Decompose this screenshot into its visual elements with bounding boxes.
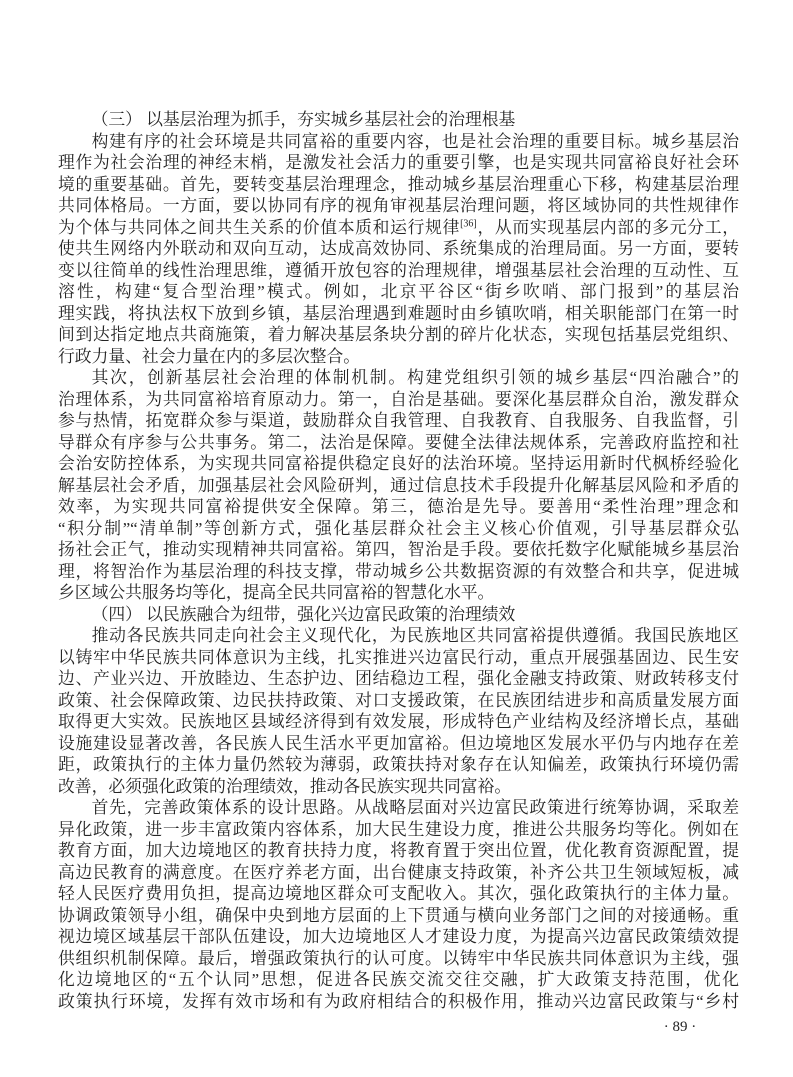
- text-line: [58, 840, 739, 862]
- paragraph-grassroots-governance: [58, 131, 739, 368]
- text-segment: 溶性，构建“复合型治理”模式。例如，北京平谷区“街乡吹哨、部门报到”的基层治: [58, 282, 739, 301]
- text-line: [58, 819, 739, 841]
- text-line: [58, 582, 739, 604]
- text-segment: （四） 以民族融合为纽带，强化兴边富民政策的治理绩效: [91, 604, 516, 624]
- text-segment: 行政力量、社会力量在内的多层次整合。: [58, 346, 361, 366]
- text-line: [58, 217, 739, 239]
- section-heading-3: [58, 109, 739, 131]
- text-segment: 教育方面，加大边境地区的教育扶持力度，将教育置于突出位置，优化教育资源配置，提: [58, 841, 739, 860]
- text-line: [58, 389, 739, 411]
- text-segment: 理作为社会治理的神经末梢，是激发社会活力的重要引擎，也是实现共同富裕良好社会环: [58, 153, 739, 172]
- text-line: [58, 561, 739, 583]
- text-line: [58, 260, 739, 282]
- heading-line: [58, 109, 739, 131]
- text-segment: 为个体与共同体之间共生关系的价值本质和运行规律: [58, 217, 461, 237]
- text-segment: 推动各民族共同走向社会主义现代化，为民族地区共同富裕提供遵循。我国民族地区: [91, 626, 739, 645]
- text-segment: 解基层社会矛盾，加强基层社会风险研判，通过信息技术手段提升化解基层风险和矛盾的: [58, 475, 739, 495]
- text-segment: “积分制”“清单制”等创新方式，强化基层群众社会主义核心价值观，引导基层群众弘: [58, 518, 739, 538]
- text-segment: 改善，必须强化政策的治理绩效，推动各民族实现共同富裕。: [58, 776, 512, 796]
- text-line: [58, 539, 739, 561]
- text-line: [58, 969, 739, 991]
- text-line: [58, 776, 739, 798]
- text-line: [58, 152, 739, 174]
- section-heading-4: [58, 604, 739, 626]
- text-line: [58, 905, 739, 927]
- text-line: [58, 625, 739, 647]
- text-segment: 视边境区域基层干部队伍建设，加大边境地区人才建设力度，为提高兴边富民政策绩效提: [58, 927, 739, 946]
- text-segment: 变以往简单的线性治理思维，遵循开放包容的治理规律，增强基层社会治理的互动性、互: [58, 260, 739, 280]
- text-segment: 构建有序的社会环境是共同富裕的重要内容，也是社会治理的重要目标。城乡基层治: [91, 131, 739, 151]
- text-segment: 理，将智治作为基层治理的科技支撑，带动城乡公共数据资源的有效整合和共享，促进城: [58, 561, 739, 581]
- text-line: [58, 668, 739, 690]
- text-segment: 以铸牢中华民族共同体意识为主线，扎实推进兴边富民行动，重点开展强基固边、民生安: [58, 647, 739, 667]
- text-segment: 其次，创新基层社会治理的体制机制。构建党组织引领的城乡基层“四治融合”的: [91, 368, 739, 387]
- text-segment: 政策执行环境，发挥有效市场和有为政府相结合的积极作用，推动兴边富民政策与“乡村: [58, 991, 739, 1011]
- text-line: [58, 991, 739, 1013]
- text-segment: 会治安防控体系，为实现共同富裕提供稳定良好的法治环境。坚持运用新时代枫桥经验化: [58, 454, 739, 473]
- text-segment: 边、产业兴边、开放睦边、生态护边、团结稳边工程，强化金融支持政策、财政转移支付: [58, 669, 739, 688]
- text-segment: 效率，为实现共同富裕提供安全保障。第三，德治是先导。要善用“柔性治理”理念和: [58, 497, 739, 516]
- text-line: [58, 862, 739, 884]
- text-segment: （三） 以基层治理为抓手，夯实城乡基层社会的治理根基: [91, 110, 516, 129]
- text-line: [58, 346, 739, 368]
- text-line: [58, 131, 739, 153]
- text-line: [58, 518, 739, 540]
- text-line: [58, 754, 739, 776]
- text-segment: 使共生网络内外联动和双向互动，达成高效协同、系统集成的治理局面。另一方面，要转: [58, 239, 739, 258]
- text-segment: 间到达指定地点共商施策，着力解决基层条块分割的碎片化状态，实现包括基层党组织、: [58, 325, 739, 344]
- heading-line: [58, 604, 739, 626]
- text-line: [58, 647, 739, 669]
- paragraph-ethnic-regions: [58, 625, 739, 797]
- text-line: [58, 883, 739, 905]
- text-line: [58, 797, 739, 819]
- text-segment: 首先，完善政策体系的设计思路。从战略层面对兴边富民政策进行统筹协调，采取差: [91, 798, 739, 817]
- text-line: [58, 926, 739, 948]
- text-segment: 设施建设显著改善，各民族人民生活水平更加富裕。但边境地区发展水平仍与内地存在差: [58, 733, 739, 753]
- text-segment: 政策、社会保障政策、边民扶持政策、对口支援政策，在民族团结进步和高质量发展方面: [58, 690, 739, 710]
- text-segment: 取得更大实效。民族地区县域经济得到有效发展，形成特色产业结构及经济增长点，基础: [58, 712, 739, 731]
- text-block: [58, 109, 739, 1012]
- text-segment: 高边民教育的满意度。在医疗养老方面，出台健康支持政策，补齐公共卫生领域短板，减: [58, 862, 739, 882]
- text-line: [58, 281, 739, 303]
- paragraph-governance-mechanism: [58, 367, 739, 604]
- text-line: [58, 690, 739, 712]
- page-number: · 89 ·: [663, 1019, 697, 1035]
- text-segment: ，从而实现基层内部的多元分工，: [476, 217, 739, 237]
- text-line: [58, 496, 739, 518]
- text-segment: 扬社会正气，推动实现精神共同富裕。第四，智治是手段。要依托数字化赋能城乡基层治: [58, 540, 739, 559]
- text-line: [58, 475, 739, 497]
- text-segment: 距，政策执行的主体力量仍然较为薄弱，政策扶持对象存在认知偏差，政策执行环境仍需: [58, 755, 739, 774]
- text-line: [58, 453, 739, 475]
- text-segment: 化边境地区的“五个认同”思想，促进各民族交流交往交融，扩大政策支持范围，优化: [58, 970, 739, 989]
- text-line: [58, 948, 739, 970]
- text-line: [58, 711, 739, 733]
- text-segment: 乡区域公共服务均等化，提高全民共同富裕的智慧化水平。: [58, 583, 495, 602]
- text-line: [58, 324, 739, 346]
- text-segment: 协调政策领导小组，确保中央到地方层面的上下贯通与横向业务部门之间的对接通畅。重: [58, 905, 739, 925]
- text-segment: 供组织机制保障。最后，增强政策执行的认可度。以铸牢中华民族共同体意识为主线，强: [58, 948, 739, 968]
- text-segment: 共同体格局。一方面，要以协同有序的视角审视基层治理问题，将区域协同的共性规律作: [58, 196, 739, 215]
- text-segment: 导群众有序参与公共事务。第二，法治是保障。要健全法律法规体系，完善政府监控和社: [58, 432, 739, 452]
- text-line: [58, 410, 739, 432]
- text-line: [58, 303, 739, 325]
- text-segment: 参与热情，拓宽群众参与渠道，鼓励群众自我管理、自我教育、自我服务、自我监督，引: [58, 411, 739, 430]
- text-line: [58, 367, 739, 389]
- text-segment: 境的重要基础。首先，要转变基层治理理念，推动城乡基层治理重心下移，构建基层治理: [58, 174, 739, 194]
- text-segment: 异化政策，进一步丰富政策内容体系，加大民生建设力度，推进公共服务均等化。例如在: [58, 819, 739, 839]
- text-line: [58, 733, 739, 755]
- text-line: [58, 174, 739, 196]
- text-line: [58, 238, 739, 260]
- text-segment: 治理体系，为共同富裕培育原动力。第一，自治是基础。要深化基层群众自治，激发群众: [58, 389, 739, 409]
- paragraph-policy-improvement: [58, 797, 739, 1012]
- text-segment: 轻人民医疗费用负担，提高边境地区群众可支配收入。其次，强化政策执行的主体力量。: [58, 884, 739, 903]
- citation-superscript: [36]: [460, 217, 477, 229]
- text-line: [58, 195, 739, 217]
- text-segment: 理实践，将执法权下放到乡镇，基层治理遇到难题时由乡镇吹哨，相关职能部门在第一时: [58, 303, 739, 323]
- text-line: [58, 432, 739, 454]
